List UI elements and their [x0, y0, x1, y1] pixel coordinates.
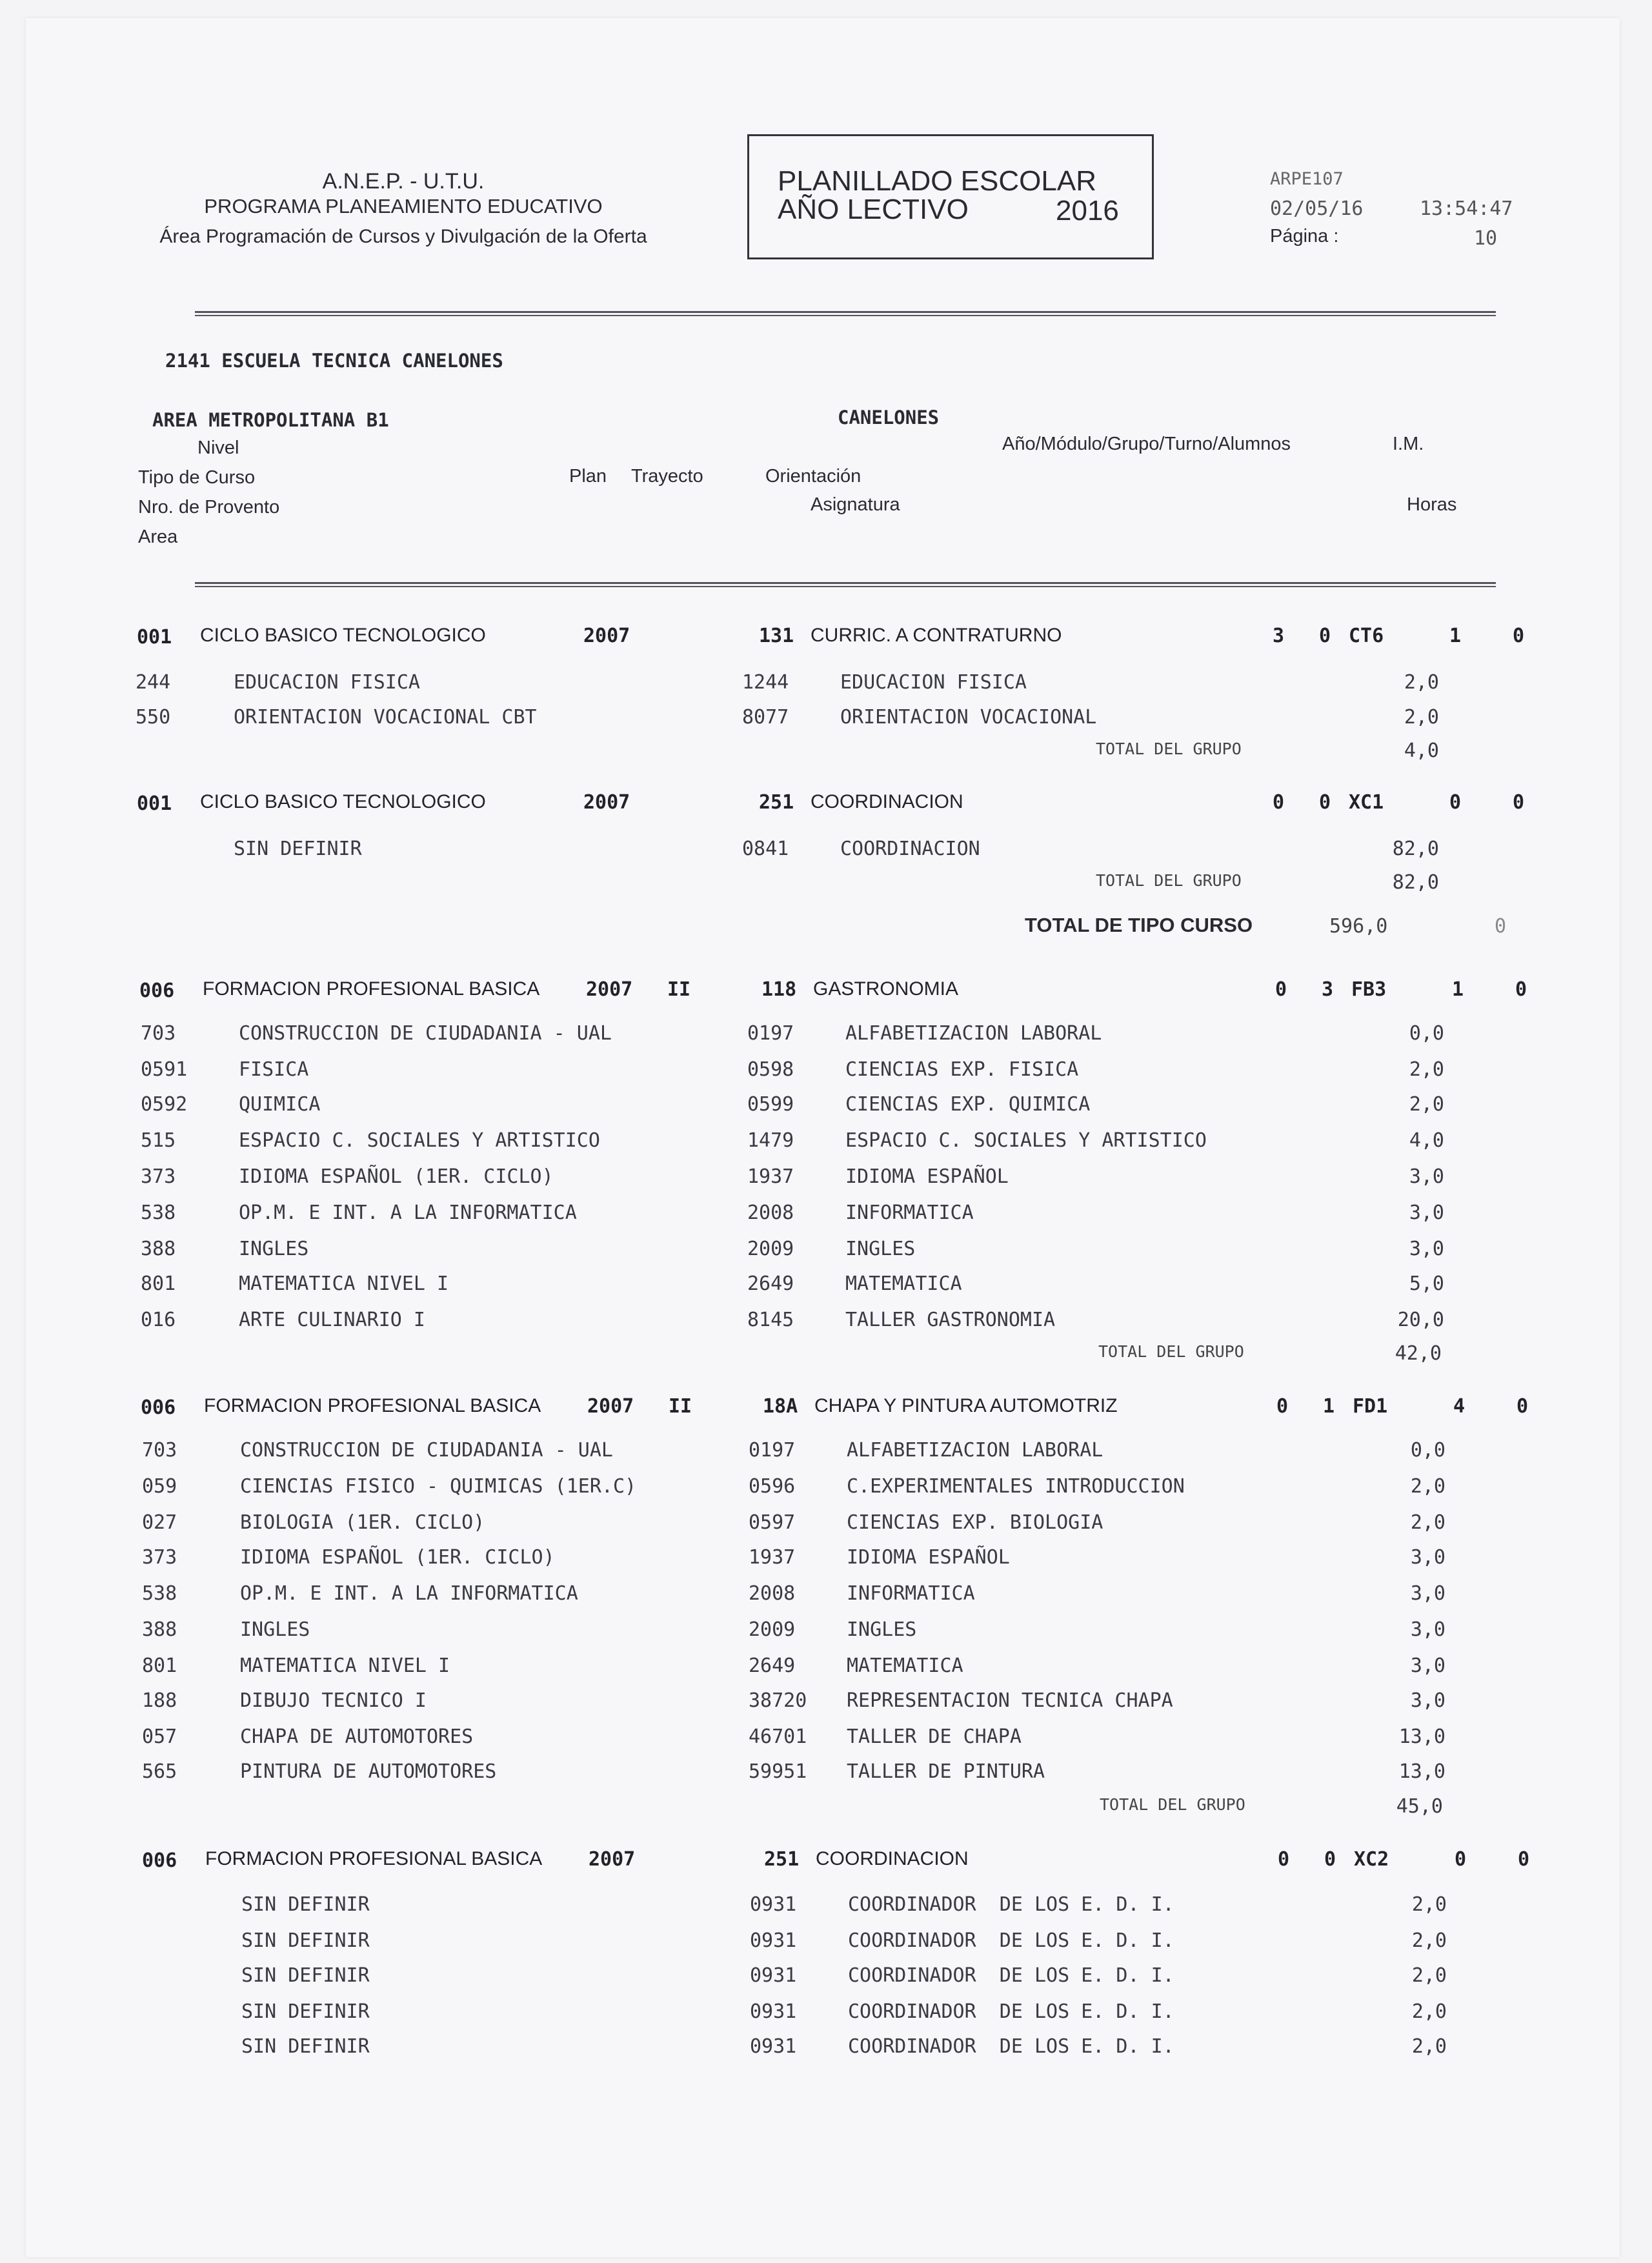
section-grupo: CT6 [1349, 625, 1384, 647]
row-area-name: BIOLOGIA (1ER. CICLO) [240, 1511, 485, 1534]
row-area-code: 0592 [141, 1093, 188, 1116]
row-hours: 3,0 [1410, 1546, 1446, 1569]
section-plan: 2007 [586, 978, 633, 1001]
row-subject-code: 0599 [747, 1093, 794, 1116]
row-subject-name: IDIOMA ESPAÑOL [847, 1546, 1010, 1569]
row-hours: 3,0 [1410, 1655, 1446, 1677]
col-horas: Horas [1407, 494, 1457, 515]
row-subject-code: 0931 [750, 1964, 797, 1987]
row-area-name: SIN DEFINIR [241, 2035, 370, 2058]
col-nro-provento: Nro. de Provento [138, 497, 280, 518]
row-area-name: OP.M. E INT. A LA INFORMATICA [240, 1582, 578, 1605]
title-year: 2016 [1056, 195, 1119, 226]
row-subject-code: 0931 [750, 1929, 797, 1952]
row-subject-code: 0197 [747, 1022, 794, 1045]
row-area-code: 550 [136, 706, 171, 729]
row-subject-name: ALFABETIZACION LABORAL [847, 1439, 1103, 1462]
row-hours: 2,0 [1404, 706, 1439, 729]
group-total-label: TOTAL DEL GRUPO [1098, 1342, 1244, 1361]
section-plan: 2007 [583, 625, 630, 647]
row-subject-code: 2649 [749, 1655, 796, 1677]
row-hours: 4,0 [1409, 1129, 1444, 1152]
row-area-name: ESPACIO C. SOCIALES Y ARTISTICO [239, 1129, 600, 1152]
title-line-1: PLANILLADO ESCOLAR [778, 165, 1096, 197]
section-name: FORMACION PROFESIONAL BASICA [203, 978, 540, 1000]
section-modulo: 0 [1324, 1848, 1336, 1871]
row-subject-code: 0197 [749, 1439, 796, 1462]
row-area-code: 016 [141, 1309, 176, 1331]
row-subject-code: 1479 [747, 1129, 794, 1152]
row-hours: 2,0 [1404, 671, 1439, 694]
row-hours: 2,0 [1411, 2035, 1447, 2058]
section-im: 0 [1516, 1395, 1529, 1418]
row-area-name: IDIOMA ESPAÑOL (1ER. CICLO) [240, 1546, 555, 1569]
section-plan: 2007 [587, 1395, 634, 1418]
row-subject-name: TALLER GASTRONOMIA [845, 1309, 1056, 1331]
row-area-code: 538 [142, 1582, 177, 1605]
section-code: 001 [137, 792, 172, 815]
row-subject-name: COORDINACION [840, 838, 980, 860]
row-area-name: OP.M. E INT. A LA INFORMATICA [239, 1202, 577, 1224]
row-area-name: INGLES [240, 1618, 310, 1641]
row-hours: 2,0 [1411, 1893, 1447, 1916]
row-area-name: MATEMATICA NIVEL I [239, 1272, 449, 1295]
row-area-name: FISICA [239, 1058, 309, 1081]
row-area-name: EDUCACION FISICA [234, 671, 420, 694]
row-area-name: SIN DEFINIR [234, 838, 362, 860]
tipo-curso-total-label: TOTAL DE TIPO CURSO [1025, 914, 1253, 936]
row-subject-code: 0931 [750, 2000, 797, 2023]
row-area-name: SIN DEFINIR [241, 2000, 370, 2023]
row-subject-code: 0596 [749, 1475, 796, 1498]
group-total-label: TOTAL DEL GRUPO [1100, 1795, 1245, 1814]
row-area-code: 057 [142, 1725, 177, 1748]
col-orientacion: Orientación [765, 466, 861, 487]
row-subject-name: INFORMATICA [845, 1202, 974, 1224]
tipo-curso-total-hours: 596,0 [1329, 915, 1388, 938]
section-anio: 0 [1273, 791, 1285, 814]
section-alumnos: 4 [1453, 1395, 1466, 1418]
col-tipo-curso: Tipo de Curso [138, 467, 256, 488]
section-orientation-code: 131 [759, 625, 794, 647]
school-department: CANELONES [838, 407, 940, 428]
section-plan: 2007 [589, 1848, 636, 1871]
row-area-name: SIN DEFINIR [241, 1964, 370, 1987]
section-anio: 0 [1276, 1395, 1289, 1418]
row-subject-name: IDIOMA ESPAÑOL [845, 1165, 1009, 1188]
org-line-3: Área Programación de Cursos y Divulgación de la Oferta [159, 226, 647, 247]
report-time: 13:54:47 [1420, 197, 1513, 220]
section-modulo: 3 [1322, 978, 1334, 1001]
section-im: 0 [1513, 791, 1525, 814]
row-subject-name: COORDINADOR DE LOS E. D. I. [848, 2035, 1174, 2058]
row-subject-code: 0598 [747, 1058, 794, 1081]
row-subject-name: REPRESENTACION TECNICA CHAPA [847, 1689, 1173, 1712]
row-hours: 3,0 [1410, 1582, 1446, 1605]
section-anio: 0 [1275, 978, 1287, 1001]
row-hours: 3,0 [1409, 1238, 1444, 1260]
row-area-code: 373 [142, 1546, 177, 1569]
row-area-name: MATEMATICA NIVEL I [240, 1655, 450, 1677]
row-subject-code: 2009 [747, 1238, 794, 1260]
columns-rule [195, 582, 1496, 587]
row-subject-code: 0597 [749, 1511, 796, 1534]
row-subject-name: CIENCIAS EXP. QUIMICA [845, 1093, 1091, 1116]
row-subject-name: INGLES [847, 1618, 917, 1641]
section-alumnos: 1 [1452, 978, 1464, 1001]
section-im: 0 [1513, 625, 1525, 647]
col-im: I.M. [1393, 434, 1424, 454]
org-line-1: A.N.E.P. - U.T.U. [322, 169, 485, 194]
row-area-name: IDIOMA ESPAÑOL (1ER. CICLO) [239, 1165, 554, 1188]
row-area-name: DIBUJO TECNICO I [240, 1689, 427, 1712]
row-hours: 2,0 [1410, 1511, 1446, 1534]
col-area: Area [138, 527, 178, 547]
row-subject-name: CIENCIAS EXP. BIOLOGIA [847, 1511, 1103, 1534]
section-orientation-name: GASTRONOMIA [813, 978, 959, 1000]
row-area-code: 703 [141, 1022, 176, 1045]
section-name: FORMACION PROFESIONAL BASICA [204, 1395, 541, 1416]
section-grupo: FD1 [1353, 1395, 1388, 1418]
row-subject-code: 2009 [749, 1618, 796, 1641]
row-subject-code: 46701 [749, 1725, 807, 1748]
row-area-name: CONSTRUCCION DE CIUDADANIA - UAL [239, 1022, 612, 1045]
section-code: 006 [142, 1849, 177, 1872]
section-trayecto: II [669, 1395, 692, 1418]
row-hours: 2,0 [1409, 1058, 1444, 1081]
row-hours: 2,0 [1411, 1929, 1447, 1952]
row-area-name: INGLES [239, 1238, 309, 1260]
title-line-2: AÑO LECTIVO [778, 194, 969, 225]
school-name: 2141 ESCUELA TECNICA CANELONES [165, 350, 503, 372]
page-label: Página : [1270, 226, 1339, 246]
row-subject-name: C.EXPERIMENTALES INTRODUCCION [847, 1475, 1185, 1498]
row-hours: 0,0 [1410, 1439, 1446, 1462]
section-orientation-code: 251 [759, 791, 794, 814]
row-subject-name: EDUCACION FISICA [840, 671, 1027, 694]
row-area-code: 373 [141, 1165, 176, 1188]
row-hours: 2,0 [1411, 2000, 1447, 2023]
row-area-code: 388 [141, 1238, 176, 1260]
row-hours: 20,0 [1397, 1309, 1444, 1331]
row-area-code: 801 [142, 1655, 177, 1677]
section-name: FORMACION PROFESIONAL BASICA [205, 1848, 543, 1869]
tipo-curso-total-im: 0 [1495, 915, 1507, 938]
section-anio: 0 [1278, 1848, 1290, 1871]
row-area-name: CIENCIAS FISICO - QUIMICAS (1ER.C) [240, 1475, 637, 1498]
row-hours: 3,0 [1409, 1165, 1444, 1188]
section-orientation-name: COORDINACION [811, 791, 963, 812]
group-total-hours: 82,0 [1392, 871, 1439, 894]
row-subject-code: 2008 [747, 1202, 794, 1224]
section-orientation-code: 251 [764, 1848, 800, 1871]
report-date: 02/05/16 [1270, 197, 1364, 220]
section-modulo: 1 [1323, 1395, 1335, 1418]
row-area-name: CHAPA DE AUTOMOTORES [240, 1725, 474, 1748]
row-hours: 2,0 [1410, 1475, 1446, 1498]
row-area-code: 244 [136, 671, 171, 694]
section-orientation-name: CHAPA Y PINTURA AUTOMOTRIZ [814, 1395, 1118, 1416]
section-orientation-name: COORDINACION [816, 1848, 969, 1869]
section-alumnos: 0 [1455, 1848, 1467, 1871]
row-hours: 5,0 [1409, 1272, 1444, 1295]
row-area-name: SIN DEFINIR [241, 1929, 370, 1952]
row-subject-code: 1937 [747, 1165, 794, 1188]
header-rule [195, 311, 1496, 316]
section-code: 001 [137, 626, 172, 649]
section-orientation-code: 18A [763, 1395, 798, 1418]
row-area-name: PINTURA DE AUTOMOTORES [240, 1760, 497, 1783]
report-code: ARPE107 [1270, 169, 1344, 189]
row-subject-name: COORDINADOR DE LOS E. D. I. [848, 1964, 1174, 1987]
row-subject-code: 1937 [749, 1546, 796, 1569]
row-area-code: 188 [142, 1689, 177, 1712]
section-im: 0 [1515, 978, 1527, 1001]
row-hours: 13,0 [1398, 1725, 1446, 1748]
row-subject-name: MATEMATICA [847, 1655, 963, 1677]
row-hours: 3,0 [1410, 1618, 1446, 1641]
row-subject-name: COORDINADOR DE LOS E. D. I. [848, 1929, 1174, 1952]
section-name: CICLO BASICO TECNOLOGICO [200, 625, 486, 646]
row-subject-code: 0931 [750, 1893, 797, 1916]
row-subject-code: 59951 [749, 1760, 807, 1783]
row-subject-code: 0841 [742, 838, 789, 860]
row-subject-code: 8145 [747, 1309, 794, 1331]
row-area-name: QUIMICA [239, 1093, 321, 1116]
row-subject-code: 0931 [750, 2035, 797, 2058]
group-total-hours: 45,0 [1396, 1795, 1443, 1818]
col-nivel: Nivel [197, 438, 239, 458]
row-subject-name: MATEMATICA [845, 1272, 962, 1295]
section-grupo: XC1 [1349, 791, 1384, 814]
section-plan: 2007 [583, 791, 630, 814]
school-area: AREA METROPOLITANA B1 [152, 409, 389, 431]
row-area-code: 801 [141, 1272, 176, 1295]
row-subject-code: 2008 [749, 1582, 796, 1605]
row-area-code: 538 [141, 1202, 176, 1224]
row-hours: 3,0 [1409, 1202, 1444, 1224]
row-subject-name: TALLER DE PINTURA [847, 1760, 1045, 1783]
col-plan: Plan [569, 466, 607, 487]
row-subject-name: INGLES [845, 1238, 916, 1260]
row-subject-name: ORIENTACION VOCACIONAL [840, 706, 1097, 729]
row-area-code: 027 [142, 1511, 177, 1534]
page-number: 10 [1474, 227, 1498, 250]
group-total-label: TOTAL DEL GRUPO [1096, 871, 1242, 890]
row-area-name: ORIENTACION VOCACIONAL CBT [234, 706, 537, 729]
group-total-hours: 42,0 [1395, 1342, 1442, 1365]
row-subject-name: CIENCIAS EXP. FISICA [845, 1058, 1079, 1081]
row-area-code: 388 [142, 1618, 177, 1641]
row-area-code: 0591 [141, 1058, 188, 1081]
row-subject-code: 38720 [749, 1689, 807, 1712]
section-name: CICLO BASICO TECNOLOGICO [200, 791, 486, 812]
col-trayecto: Trayecto [631, 466, 703, 487]
row-hours: 3,0 [1410, 1689, 1446, 1712]
section-grupo: FB3 [1351, 978, 1387, 1001]
row-subject-name: COORDINADOR DE LOS E. D. I. [848, 1893, 1174, 1916]
row-hours: 13,0 [1398, 1760, 1446, 1783]
section-modulo: 0 [1319, 791, 1331, 814]
section-alumnos: 1 [1449, 625, 1462, 647]
row-hours: 0,0 [1409, 1022, 1444, 1045]
row-subject-name: TALLER DE CHAPA [847, 1725, 1022, 1748]
row-subject-name: ESPACIO C. SOCIALES Y ARTISTICO [845, 1129, 1207, 1152]
row-area-name: ARTE CULINARIO I [239, 1309, 425, 1331]
section-im: 0 [1518, 1848, 1530, 1871]
row-area-name: SIN DEFINIR [241, 1893, 370, 1916]
section-orientation-name: CURRIC. A CONTRATURNO [811, 625, 1062, 646]
row-subject-code: 1244 [742, 671, 789, 694]
row-hours: 2,0 [1411, 1964, 1447, 1987]
row-area-name: CONSTRUCCION DE CIUDADANIA - UAL [240, 1439, 613, 1462]
row-subject-name: ALFABETIZACION LABORAL [845, 1022, 1102, 1045]
section-code: 006 [141, 1396, 176, 1419]
row-hours: 82,0 [1392, 838, 1439, 860]
row-subject-code: 2649 [747, 1272, 794, 1295]
org-line-2: PROGRAMA PLANEAMIENTO EDUCATIVO [204, 195, 603, 217]
section-trayecto: II [667, 978, 691, 1001]
group-total-label: TOTAL DEL GRUPO [1096, 739, 1242, 758]
section-anio: 3 [1273, 625, 1285, 647]
section-orientation-code: 118 [761, 978, 797, 1001]
section-code: 006 [139, 980, 175, 1002]
row-subject-name: INFORMATICA [847, 1582, 975, 1605]
section-modulo: 0 [1319, 625, 1331, 647]
row-subject-code: 8077 [742, 706, 789, 729]
row-hours: 2,0 [1409, 1093, 1444, 1116]
group-total-hours: 4,0 [1404, 739, 1439, 762]
row-subject-name: COORDINADOR DE LOS E. D. I. [848, 2000, 1174, 2023]
row-area-code: 059 [142, 1475, 177, 1498]
section-alumnos: 0 [1449, 791, 1462, 814]
row-area-code: 515 [141, 1129, 176, 1152]
section-grupo: XC2 [1354, 1848, 1389, 1871]
col-asignatura: Asignatura [811, 494, 900, 515]
col-grupo: Año/Módulo/Grupo/Turno/Alumnos [1002, 434, 1291, 454]
row-area-code: 565 [142, 1760, 177, 1783]
row-area-code: 703 [142, 1439, 177, 1462]
